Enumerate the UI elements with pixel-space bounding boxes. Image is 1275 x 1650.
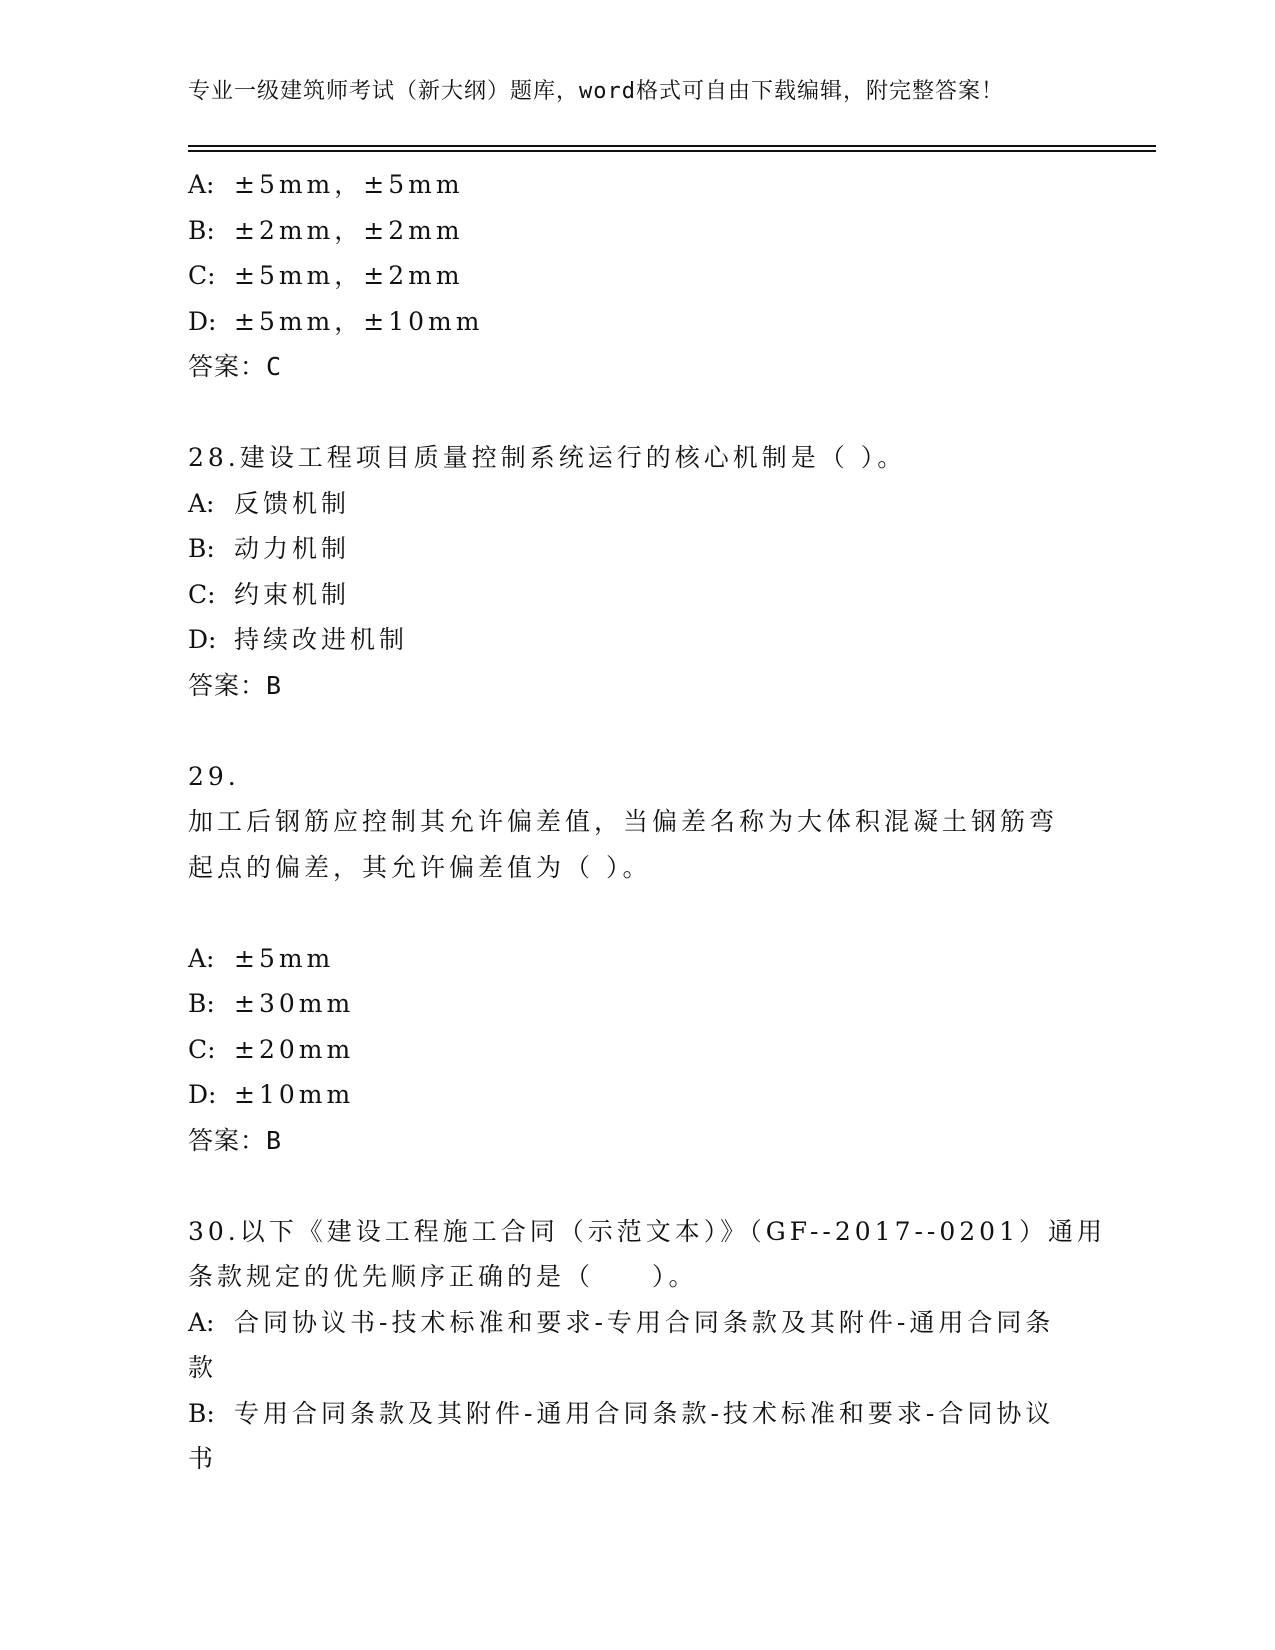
option-text: 专用合同条款及其附件-通用合同条款-技术标准和要求-合同协议: [234, 1398, 1055, 1428]
option-key: A:: [188, 943, 215, 973]
option-text: ±20mm: [234, 1034, 355, 1064]
option-key: C:: [188, 261, 216, 290]
question-30-line-2: 条款规定的优先顺序正确的是（ ）。: [188, 1262, 698, 1291]
option-key: C:: [188, 1034, 216, 1064]
option-text: 约束机制: [234, 579, 351, 609]
option-text: ±5mm: [234, 943, 335, 973]
header-rule-bottom: [188, 150, 1156, 152]
answer-line: 答案：C: [188, 352, 283, 381]
option-b: [188, 526, 1088, 572]
option-key: A:: [188, 488, 215, 518]
option-text: ±5mm，±10mm: [234, 306, 484, 336]
option-a-continuation: 款: [188, 1353, 218, 1382]
question-29-line-2: 起点的偏差，其允许偏差值为（ ）。: [188, 852, 652, 882]
option-key: B:: [188, 215, 215, 245]
spacer: [188, 390, 1088, 436]
option-d: [188, 299, 1088, 345]
option-key: B:: [188, 989, 215, 1018]
spacer: [188, 890, 1088, 936]
option-d: [188, 1072, 1088, 1118]
option-text: 持续改进机制: [234, 625, 409, 654]
page-header: 专业一级建筑师考试（新大纲）题库，word格式可自由下载编辑，附完整答案！: [188, 79, 1004, 104]
option-a: [188, 162, 1088, 208]
option-text: ±10mm: [234, 1080, 355, 1109]
answer-line: 答案：B: [188, 1125, 283, 1155]
option-key: A:: [188, 170, 215, 199]
option-c: [188, 1027, 1088, 1073]
option-a: [188, 936, 1088, 982]
option-text: 合同协议书-技术标准和要求-专用合同条款及其附件-通用合同条: [234, 1307, 1055, 1337]
question-28: 28.建设工程项目质量控制系统运行的核心机制是（ ）。: [188, 443, 907, 472]
header-rule-top: [188, 145, 1156, 147]
option-key: B:: [188, 534, 215, 563]
option-text: ±30mm: [234, 989, 355, 1018]
spacer: [188, 1163, 1088, 1209]
option-b-continuation: 书: [188, 1444, 218, 1473]
option-text: 动力机制: [234, 534, 351, 563]
spacer: [188, 708, 1088, 754]
option-b: [188, 981, 1088, 1027]
option-b: [188, 1391, 1088, 1437]
question-30-line-1: 30.以下《建设工程施工合同（示范文本）》（GF--2017--0201）通用: [188, 1216, 1106, 1246]
option-text: ±5mm，±2mm: [234, 261, 464, 290]
answer-line: 答案：B: [188, 670, 283, 700]
question-29-line-1: 加工后钢筋应控制其允许偏差值，当偏差名称为大体积混凝土钢筋弯: [188, 807, 1059, 836]
option-key: A:: [188, 1307, 215, 1337]
option-text: ±5mm，±5mm: [234, 170, 464, 199]
option-text: 反馈机制: [234, 488, 351, 518]
option-text: ±2mm，±2mm: [234, 215, 464, 245]
option-b: [188, 208, 1088, 254]
option-key: C:: [188, 579, 216, 609]
document-body: [188, 162, 1106, 1482]
option-key: D:: [188, 625, 217, 654]
option-key: D:: [188, 1080, 217, 1109]
option-c: [188, 253, 1088, 299]
question-number: 29.: [188, 761, 240, 791]
option-c: [188, 572, 1088, 618]
option-key: B:: [188, 1398, 215, 1428]
option-key: D:: [188, 306, 217, 336]
option-a: [188, 1300, 1088, 1346]
option-d: [188, 617, 1088, 663]
option-a: [188, 481, 1088, 527]
